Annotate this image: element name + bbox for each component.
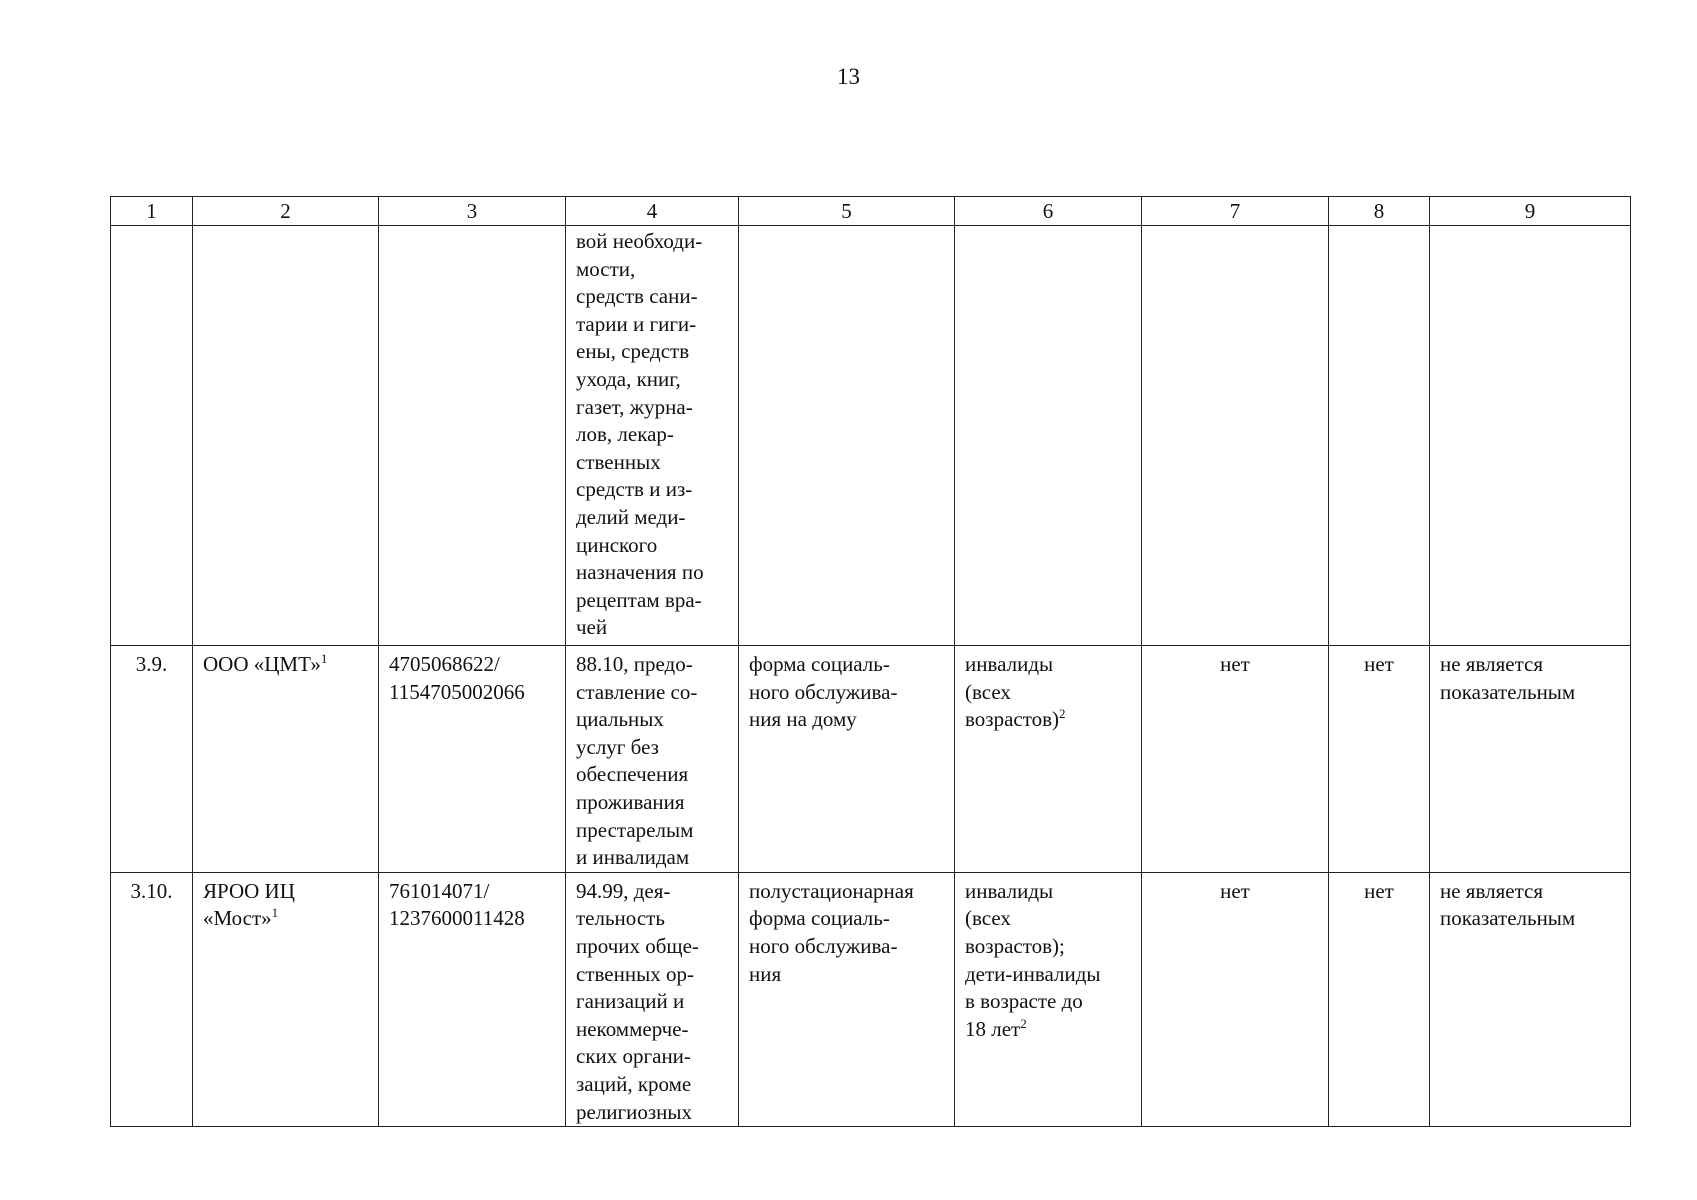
cell-col9: не является показательным (1430, 872, 1631, 1126)
header-col-9: 9 (1430, 197, 1631, 226)
cell-number: 3.10. (111, 872, 193, 1126)
header-col-2: 2 (193, 197, 379, 226)
page-number: 13 (837, 64, 860, 89)
cell-recipients (955, 872, 1142, 1126)
recipients-text: инвалиды (всех возрастов) (965, 652, 1060, 732)
footnote-marker: 2 (1020, 1015, 1027, 1031)
cell-col7: нет (1142, 646, 1329, 873)
header-col-6: 6 (955, 197, 1142, 226)
cell-empty (1142, 226, 1329, 646)
cell-number: 3.9. (111, 646, 193, 873)
cell-empty (955, 226, 1142, 646)
cell-organization (193, 646, 379, 873)
cell-organization (193, 872, 379, 1126)
data-table (110, 196, 1631, 1127)
header-col-1: 1 (111, 197, 193, 226)
footnote-marker: 1 (271, 905, 279, 921)
table-row (111, 872, 1631, 1126)
cell-empty (1430, 226, 1631, 646)
cell-activity: 88.10, предо- ставление со- циальных услуг без обеспечения проживания престарелым и инвалидам (566, 646, 739, 873)
cell-activity-continued: вой необходи- мости, средств сани- тарии и гиги- ены, средств ухода, книг, газет, журна- лов, лекар- ственных средств и из- делий меди- цинского назначения по рецептам вра- чей (566, 226, 739, 646)
cell-activity: 94.99, дея- тельность прочих обще- ственных ор- ганизаций и некоммерче- ских органи- заций, кроме религиозных (566, 872, 739, 1126)
cell-inn-ogrn: 4705068622/ 1154705002066 (379, 646, 566, 873)
cell-empty (1329, 226, 1430, 646)
cell-empty (739, 226, 955, 646)
footnote-marker: 1 (320, 651, 328, 666)
header-col-7: 7 (1142, 197, 1329, 226)
footnote-marker: 2 (1059, 706, 1066, 722)
cell-col8: нет (1329, 646, 1430, 873)
cell-service-form: полустационарная форма социаль- ного обслужива- ния (739, 872, 955, 1126)
table-row-continuation (111, 226, 1631, 646)
cell-empty (379, 226, 566, 646)
organization-name: ЯРОО ИЦ «Мост» (203, 878, 295, 931)
cell-col7: нет (1142, 872, 1329, 1126)
recipients-text: инвалиды (всех возрастов); дети-инвалиды в возрасте до 18 лет (965, 878, 1101, 1041)
cell-service-form: форма социаль- ного обслужива- ния на дому (739, 646, 955, 873)
header-col-3: 3 (379, 197, 566, 226)
table-header (111, 197, 1631, 226)
cell-col8: нет (1329, 872, 1430, 1126)
cell-empty (111, 226, 193, 646)
header-row (111, 197, 1631, 226)
organization-name: ООО «ЦМТ» (203, 652, 321, 676)
cell-empty (193, 226, 379, 646)
cell-col9: не является показательным (1430, 646, 1631, 873)
header-col-8: 8 (1329, 197, 1430, 226)
cell-inn-ogrn: 761014071/ 1237600011428 (379, 872, 566, 1126)
header-col-5: 5 (739, 197, 955, 226)
cell-recipients (955, 646, 1142, 873)
header-col-4: 4 (566, 197, 739, 226)
table-row (111, 646, 1631, 873)
